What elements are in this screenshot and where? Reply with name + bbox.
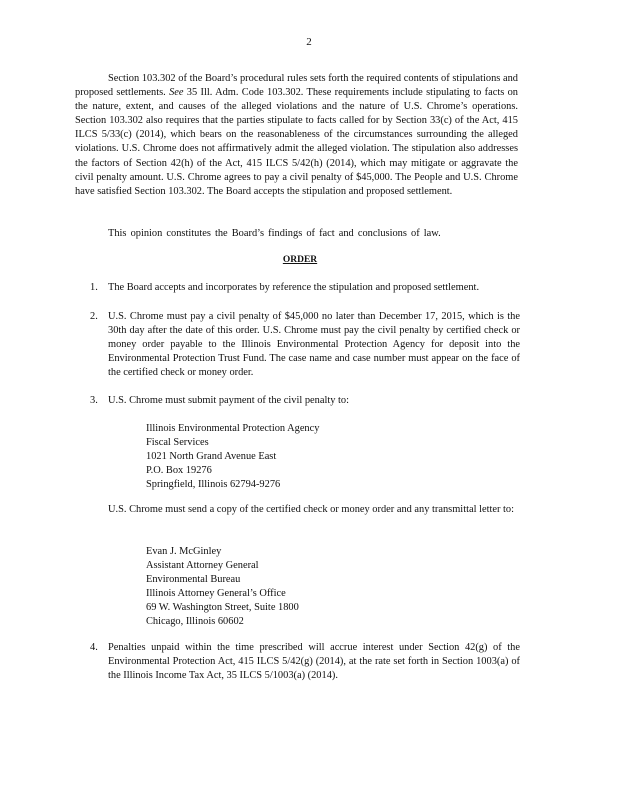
order-item-text: The Board accepts and incorporates by reference the stipulation and proposed settlement. [108,282,480,293]
intro-text-part1: Section 103.302 of the Board’s procedural rules sets forth the required contents of stipulations and proposed settlements. [75,73,518,99]
order-item-number: 3. [90,395,98,406]
address-line: Evan J. McGinley [146,546,222,557]
order-item-2 [90,310,520,380]
attorney-address-block [146,545,299,630]
order-item-text: U.S. Chrome must pay a civil penalty of $45,000 no later than December 17, 2015, which is the 30th day after the date of this order. U.S. Chrome must pay the civil penalty by certified check or money order payable to the Illinois Environmental Protection Agency for deposit into the Environmental Protection Trust Fund. The case name and case number must appear on the face of the certified check or money order. [108,311,520,379]
address-line: Illinois Attorney General’s Office [146,588,286,600]
order-item-3 [90,394,520,408]
address-line: Assistant Attorney General [146,560,259,572]
payment-address-block [146,422,319,492]
page-number: 2 [306,36,312,48]
address-line: Environmental Bureau [146,574,241,586]
order-item-1 [90,281,520,295]
address-line: P.O. Box 19276 [146,465,212,477]
order-heading: ORDER [282,255,318,265]
send-copy-paragraph: U.S. Chrome must send a copy of the certified check or money order and any transmittal letter to: [108,504,514,515]
order-item-number: 1. [90,282,98,293]
order-item-text: U.S. Chrome must submit payment of the civil penalty to: [108,395,349,406]
intro-paragraph [75,72,518,199]
order-item-number: 4. [90,642,98,653]
intro-text-part2: 35 Ill. Adm. Code 103.302. These requirements include stipulating to facts on the nature, extent, and causes of the alleged violations and the nature of U.S. Chrome’s operations. Section 103.302 also requires that the parties stipulate to facts called for by Section 33(c) of the Act, 415 ILCS 5/33(c) (2014), which bears on the reasonableness of the circumstances surrounding the alleged violations. U.S. Chrome does not affirmatively admit the alleged violation. The stipulation also addresses the factors of Section 42(h) of the Act, 415 ILCS 5/42(h) (2014), which may mitigate or aggravate the civil penalty amount. U.S. Chrome agrees to pay a civil penalty of $45,000. The People and U.S. Chrome have satisfied Section 103.302. The Board accepts the stipulation and proposed settlement. [75,87,518,197]
conclusion-paragraph: This opinion constitutes the Board’s findings of fact and conclusions of law. [108,228,441,239]
address-line: Illinois Environmental Protection Agency [146,423,320,434]
address-line: Fiscal Services [146,437,209,449]
order-item-text: Penalties unpaid within the time prescribed will accrue interest under Section 42(g) of the Environmental Protection Act, 415 ILCS 5/42(g) (2014), at the rate set forth in Section 1003(a) of the Illinois Income Tax Act, 35 ILCS 5/1003(a) (2014). [108,642,520,682]
address-line: 69 W. Washington Street, Suite 1800 [146,602,299,614]
order-item-number: 2. [90,311,98,322]
see-citation-signal: See [169,87,184,99]
address-line: Chicago, Illinois 60602 [146,616,244,628]
address-line: 1021 North Grand Avenue East [146,451,277,463]
order-item-4 [90,641,520,683]
address-line: Springfield, Illinois 62794-9276 [146,479,281,491]
